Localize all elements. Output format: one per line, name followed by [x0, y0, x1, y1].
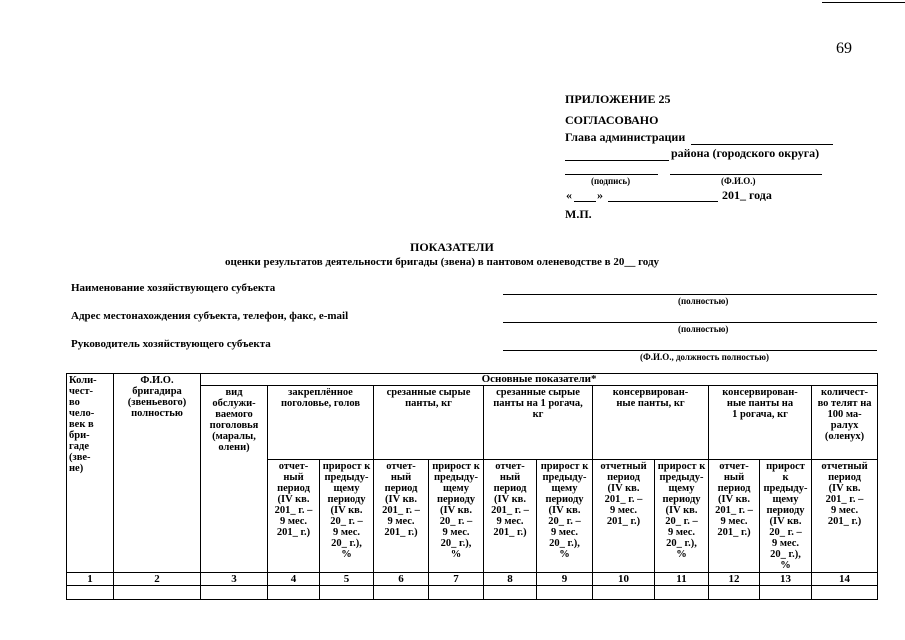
field-caption: (полностью) — [678, 324, 729, 334]
table-cell — [67, 586, 114, 600]
column-number: 12 — [709, 573, 760, 586]
page-number: 69 — [836, 40, 852, 57]
column-number: 11 — [655, 573, 709, 586]
table-cell — [268, 586, 320, 600]
stamp-label: М.П. — [565, 207, 592, 221]
column-number: 7 — [429, 573, 484, 586]
column-number: 8 — [484, 573, 537, 586]
subheader-cell: прирост к предыду- щему периоду (IV кв. 20_ г. – 9 мес. 20_ г.), % — [429, 460, 484, 573]
name-line — [670, 174, 822, 175]
appendix-label: ПРИЛОЖЕНИЕ 25 — [565, 92, 671, 106]
table-cell — [655, 586, 709, 600]
table-cell — [429, 586, 484, 600]
table-cell — [484, 586, 537, 600]
column-number: 3 — [201, 573, 268, 586]
table-cell — [593, 586, 655, 600]
column-number: 2 — [114, 573, 201, 586]
district-label: района (городского округа) — [671, 146, 820, 160]
table-cell — [709, 586, 760, 600]
year-label: 201_ года — [722, 188, 772, 202]
field-caption: (полностью) — [678, 296, 729, 306]
subheader-cell: отчетный период (IV кв. 201_ г. – 9 мес. 201_ г.) — [812, 460, 878, 573]
subheader-cell: отчет- ный период (IV кв. 201_ г. – 9 мес. 201_ г.) — [709, 460, 760, 573]
table-cell — [374, 586, 429, 600]
column-number: 5 — [320, 573, 374, 586]
head-signature-line — [691, 144, 833, 145]
column-number: 9 — [537, 573, 593, 586]
field-line — [503, 350, 877, 351]
document-heading: ПОКАЗАТЕЛИ — [410, 240, 494, 254]
document-subheading: оценки результатов деятельности бригады (звена) в пантовом оленеводстве в 20__ году — [225, 256, 660, 268]
table-cell — [537, 586, 593, 600]
signature-caption: (подпись) — [591, 176, 631, 186]
field-label: Адрес местонахождения субъекта, телефон, факс, e-mail — [71, 310, 349, 322]
header-group: срезанные сырые панты, кг — [374, 386, 484, 460]
subheader-cell: прирост к предыду- щему периоду (IV кв. 20_ г. – 9 мес. 20_ г.), % — [760, 460, 812, 573]
column-number: 10 — [593, 573, 655, 586]
table-cell — [320, 586, 374, 600]
agreed-label: СОГЛАСОВАНО — [565, 113, 659, 127]
header-people-count: Коли- чест- во чело- век в бри- гаде (зве- не) — [67, 374, 114, 573]
column-number: 1 — [67, 573, 114, 586]
column-number: 4 — [268, 573, 320, 586]
name-caption: (Ф.И.О.) — [721, 176, 756, 186]
subheader-cell: отчет- ный период (IV кв. 201_ г. – 9 мес. 201_ г.) — [374, 460, 429, 573]
indicators-table — [66, 373, 878, 600]
table-cell — [760, 586, 812, 600]
subheader-cell: отчет- ный период (IV кв. 201_ г. – 9 мес. 201_ г.) — [268, 460, 320, 573]
signature-line — [565, 174, 658, 175]
header-main-indicators: Основные показатели* — [201, 374, 878, 386]
subheader-cell: отчет- ный период (IV кв. 201_ г. – 9 мес. 201_ г.) — [484, 460, 537, 573]
day-line — [574, 201, 596, 202]
head-label: Глава администрации — [565, 130, 686, 144]
subheader-cell: прирост к предыду- щему периоду (IV кв. 20_ г. – 9 мес. 20_ г.), % — [537, 460, 593, 573]
district-line — [565, 160, 669, 161]
column-number: 14 — [812, 573, 878, 586]
subheader-cell: прирост к предыду- щему периоду (IV кв. 20_ г. – 9 мес. 20_ г.), % — [320, 460, 374, 573]
date-open-quote: « — [566, 188, 572, 202]
subheader-cell: прирост к предыду- щему периоду (IV кв. 20_ г. – 9 мес. 20_ г.), % — [655, 460, 709, 573]
column-number: 6 — [374, 573, 429, 586]
date-close-quote: » — [597, 188, 603, 202]
subheader-cell: отчетный период (IV кв. 201_ г. – 9 мес. 201_ г.) — [593, 460, 655, 573]
header-brigadier-name: Ф.И.О. бригадира (звеньевого) полностью — [114, 374, 201, 573]
field-caption: (Ф.И.О., должность полностью) — [640, 352, 769, 362]
header-livestock-type: вид обслужи- ваемого поголовья (маралы, олени) — [201, 386, 268, 573]
field-label: Руководитель хозяйствующего субъекта — [71, 338, 271, 350]
table-cell — [812, 586, 878, 600]
top-rule — [822, 2, 905, 3]
field-label: Наименование хозяйствующего субъекта — [71, 282, 276, 294]
table-cell — [201, 586, 268, 600]
field-line — [503, 322, 877, 323]
table-row — [67, 586, 878, 600]
header-group: консервирован- ные панты на 1 рогача, кг — [709, 386, 812, 460]
field-line — [503, 294, 877, 295]
month-line — [608, 201, 718, 202]
header-calves-per-100: количест- во телят на 100 ма- ралух (оленух) — [812, 386, 878, 460]
header-group: закреплённое поголовье, голов — [268, 386, 374, 460]
column-number: 13 — [760, 573, 812, 586]
table-cell — [114, 586, 201, 600]
header-group: консервирован- ные панты, кг — [593, 386, 709, 460]
header-group: срезанные сырые панты на 1 рогача, кг — [484, 386, 593, 460]
